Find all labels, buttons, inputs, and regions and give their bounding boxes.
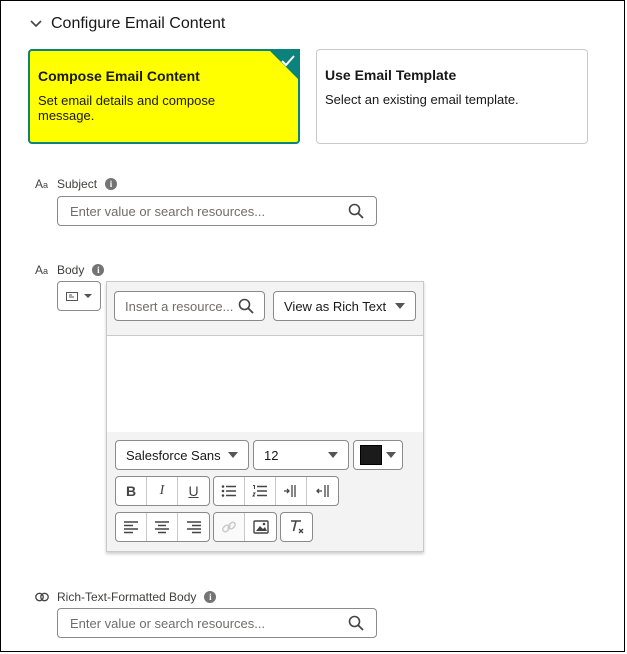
resource-placeholder: Insert a resource... bbox=[125, 298, 234, 314]
numbered-list-icon bbox=[252, 484, 268, 498]
font-family-select[interactable] bbox=[115, 440, 249, 470]
align-left-button[interactable] bbox=[116, 513, 147, 541]
view-mode-value: View as Rich Text bbox=[284, 298, 387, 314]
chevron-down-icon bbox=[386, 452, 396, 458]
clear-formatting-icon bbox=[289, 519, 305, 535]
formula-icon bbox=[35, 592, 49, 602]
rich-text-editor bbox=[106, 281, 424, 552]
subject-label: Subject bbox=[57, 177, 98, 191]
section-header[interactable] bbox=[29, 15, 225, 33]
image-icon bbox=[253, 520, 269, 534]
outdent-button[interactable] bbox=[307, 477, 338, 505]
chevron-down-icon bbox=[328, 452, 338, 458]
clear-format-group bbox=[280, 512, 313, 542]
rich-text-body-placeholder: Enter value or search resources... bbox=[70, 615, 266, 631]
card-description: Set email details and compose message. bbox=[38, 93, 216, 123]
info-icon[interactable]: i bbox=[92, 264, 104, 276]
rich-text-body-label-row bbox=[35, 590, 216, 604]
alignment-group bbox=[115, 512, 210, 542]
indent-icon bbox=[283, 484, 299, 498]
bulleted-list-button[interactable] bbox=[214, 477, 245, 505]
insert-group bbox=[213, 512, 277, 542]
rich-text-body-label: Rich-Text-Formatted Body bbox=[57, 590, 197, 604]
body-label: Body bbox=[57, 263, 85, 277]
link-button[interactable] bbox=[214, 513, 245, 541]
view-mode-select[interactable] bbox=[273, 291, 416, 321]
insert-image-button[interactable] bbox=[245, 513, 276, 541]
align-center-icon bbox=[154, 520, 170, 534]
editor-header bbox=[107, 282, 423, 336]
color-swatch bbox=[360, 445, 382, 465]
numbered-list-button[interactable] bbox=[245, 477, 276, 505]
compose-email-card[interactable] bbox=[28, 49, 300, 144]
card-title: Compose Email Content bbox=[38, 68, 200, 84]
chevron-down-icon bbox=[84, 294, 92, 298]
list-indent-group bbox=[213, 476, 339, 506]
insert-resource-input[interactable] bbox=[114, 291, 265, 321]
text-style-group bbox=[115, 476, 210, 506]
chevron-down-icon bbox=[228, 452, 238, 458]
bulleted-list-icon bbox=[221, 484, 237, 498]
search-icon bbox=[348, 203, 364, 219]
align-left-icon bbox=[123, 520, 139, 534]
font-size-select[interactable] bbox=[253, 440, 349, 470]
subject-label-row bbox=[35, 177, 117, 191]
section-title: Configure Email Content bbox=[51, 15, 226, 32]
link-icon bbox=[221, 519, 237, 535]
text-color-picker[interactable] bbox=[353, 440, 403, 470]
editor-type-dropdown[interactable] bbox=[57, 281, 101, 311]
use-template-card[interactable] bbox=[316, 49, 588, 144]
chevron-down-icon bbox=[395, 303, 405, 309]
rich-text-body-input[interactable] bbox=[57, 608, 377, 638]
info-icon[interactable]: i bbox=[204, 591, 216, 603]
align-center-button[interactable] bbox=[147, 513, 178, 541]
subject-input[interactable] bbox=[57, 196, 377, 226]
underline-button[interactable]: U bbox=[188, 483, 199, 499]
search-icon bbox=[238, 298, 254, 314]
clear-formatting-button[interactable] bbox=[281, 513, 312, 541]
indent-button[interactable] bbox=[276, 477, 307, 505]
card-description: Select an existing email template. bbox=[325, 92, 519, 107]
text-box-icon bbox=[66, 292, 78, 301]
chevron-down-icon bbox=[29, 17, 43, 31]
editor-toolbar bbox=[107, 432, 423, 551]
subject-placeholder: Enter value or search resources... bbox=[70, 203, 266, 219]
body-label-row bbox=[35, 263, 104, 277]
italic-button[interactable]: I bbox=[147, 477, 178, 505]
info-icon[interactable]: i bbox=[105, 178, 117, 190]
font-family-value: Salesforce Sans bbox=[126, 447, 221, 463]
editor-content-area[interactable] bbox=[107, 336, 423, 432]
search-icon bbox=[348, 615, 364, 631]
text-type-icon: Aa bbox=[35, 263, 49, 277]
bold-button[interactable]: B bbox=[116, 477, 147, 505]
font-size-value: 12 bbox=[264, 447, 279, 463]
card-title: Use Email Template bbox=[325, 67, 457, 83]
check-icon bbox=[281, 54, 295, 70]
outdent-icon bbox=[315, 484, 331, 498]
text-type-icon: Aa bbox=[35, 177, 49, 191]
align-right-button[interactable] bbox=[178, 513, 209, 541]
align-right-icon bbox=[186, 520, 202, 534]
